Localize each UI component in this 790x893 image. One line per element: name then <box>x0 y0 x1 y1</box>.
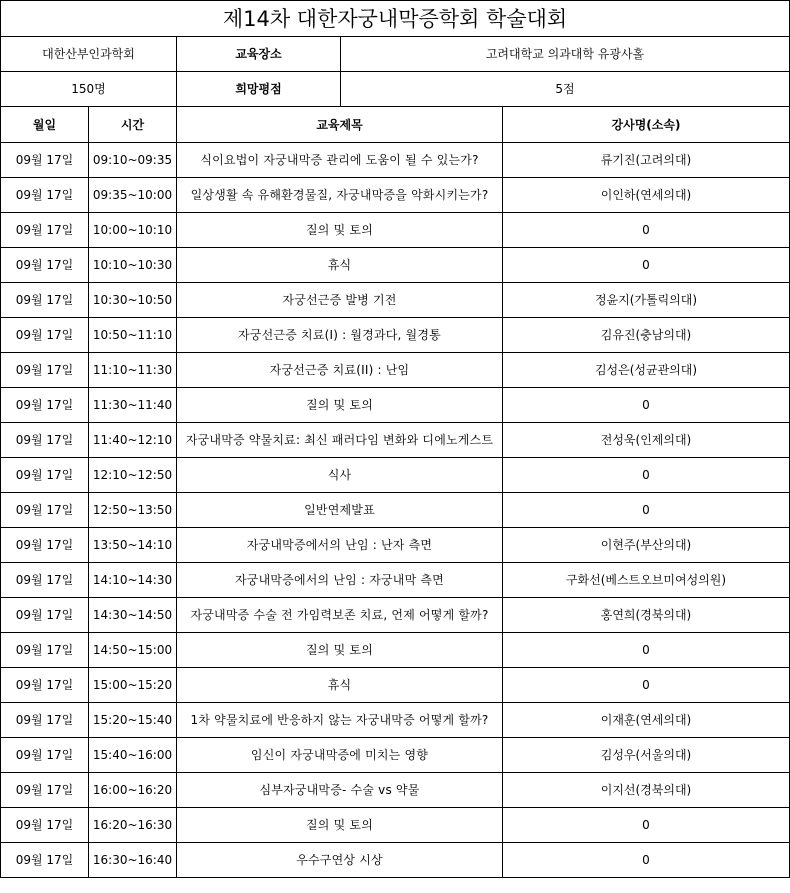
table-row <box>1 213 790 248</box>
row-time: 12:10~12:50 <box>89 458 177 493</box>
row-time: 14:30~14:50 <box>89 598 177 633</box>
row-date: 09월 17일 <box>1 143 89 178</box>
row-date: 09월 17일 <box>1 353 89 388</box>
row-speaker: 홍연희(경북의대) <box>503 598 790 633</box>
row-date: 09월 17일 <box>1 458 89 493</box>
table-row <box>1 388 790 423</box>
row-time: 12:50~13:50 <box>89 493 177 528</box>
table-row <box>1 773 790 808</box>
row-date: 09월 17일 <box>1 668 89 703</box>
row-time: 14:10~14:30 <box>89 563 177 598</box>
row-time: 16:30~16:40 <box>89 843 177 878</box>
row-speaker: 0 <box>503 493 790 528</box>
row-date: 09월 17일 <box>1 773 89 808</box>
table-row <box>1 318 790 353</box>
page-title: 제14차 대한자궁내막증학회 학술대회 <box>1 1 790 37</box>
row-speaker: 0 <box>503 248 790 283</box>
row-date: 09월 17일 <box>1 633 89 668</box>
header-row <box>1 107 790 143</box>
row-time: 09:10~09:35 <box>89 143 177 178</box>
row-speaker: 0 <box>503 668 790 703</box>
row-date: 09월 17일 <box>1 703 89 738</box>
table-row <box>1 738 790 773</box>
row-date: 09월 17일 <box>1 598 89 633</box>
header-date: 월일 <box>1 107 89 143</box>
table-row <box>1 458 790 493</box>
row-date: 09월 17일 <box>1 423 89 458</box>
row-speaker: 0 <box>503 213 790 248</box>
row-time: 10:30~10:50 <box>89 283 177 318</box>
table-row <box>1 843 790 878</box>
organizer: 대한산부인과학회 <box>1 37 177 72</box>
table-row <box>1 143 790 178</box>
row-date: 09월 17일 <box>1 283 89 318</box>
row-subject: 질의 및 토의 <box>177 808 503 843</box>
row-time: 16:00~16:20 <box>89 773 177 808</box>
table-row <box>1 703 790 738</box>
row-date: 09월 17일 <box>1 738 89 773</box>
table-row <box>1 283 790 318</box>
row-time: 11:30~11:40 <box>89 388 177 423</box>
row-subject: 자궁내막증 수술 전 가임력보존 치료, 언제 어떻게 할까? <box>177 598 503 633</box>
row-speaker: 김유진(충남의대) <box>503 318 790 353</box>
row-date: 09월 17일 <box>1 248 89 283</box>
row-time: 10:10~10:30 <box>89 248 177 283</box>
row-date: 09월 17일 <box>1 493 89 528</box>
row-speaker: 김성은(성균관의대) <box>503 353 790 388</box>
row-date: 09월 17일 <box>1 808 89 843</box>
row-subject: 질의 및 토의 <box>177 633 503 668</box>
row-subject: 휴식 <box>177 248 503 283</box>
row-time: 13:50~14:10 <box>89 528 177 563</box>
row-speaker: 이현주(부산의대) <box>503 528 790 563</box>
row-date: 09월 17일 <box>1 388 89 423</box>
row-subject: 우수구연상 시상 <box>177 843 503 878</box>
row-time: 09:35~10:00 <box>89 178 177 213</box>
row-speaker: 류기진(고려의대) <box>503 143 790 178</box>
table-row <box>1 598 790 633</box>
row-time: 11:40~12:10 <box>89 423 177 458</box>
row-subject: 식이요법이 자궁내막증 관리에 도움이 될 수 있는가? <box>177 143 503 178</box>
row-subject: 휴식 <box>177 668 503 703</box>
row-subject: 자궁선근증 발병 기전 <box>177 283 503 318</box>
row-subject: 자궁내막증에서의 난임 : 자궁내막 측면 <box>177 563 503 598</box>
credits-label: 희망평점 <box>177 72 341 107</box>
table-row <box>1 493 790 528</box>
row-date: 09월 17일 <box>1 318 89 353</box>
row-subject: 1차 약물치료에 반응하지 않는 자궁내막증 어떻게 할까? <box>177 703 503 738</box>
row-date: 09월 17일 <box>1 178 89 213</box>
row-time: 15:40~16:00 <box>89 738 177 773</box>
row-speaker: 이지선(경북의대) <box>503 773 790 808</box>
row-speaker: 이인하(연세의대) <box>503 178 790 213</box>
schedule-body <box>1 143 790 878</box>
row-speaker: 구화선(베스트오브미여성의원) <box>503 563 790 598</box>
capacity: 150명 <box>1 72 177 107</box>
row-speaker: 전성욱(인제의대) <box>503 423 790 458</box>
row-speaker: 0 <box>503 843 790 878</box>
info-row-credits <box>1 72 790 107</box>
row-subject: 자궁선근증 치료(I) : 월경과다, 월경통 <box>177 318 503 353</box>
header-speaker: 강사명(소속) <box>503 107 790 143</box>
row-subject: 질의 및 토의 <box>177 388 503 423</box>
row-time: 15:00~15:20 <box>89 668 177 703</box>
table-row <box>1 178 790 213</box>
row-date: 09월 17일 <box>1 528 89 563</box>
row-speaker: 0 <box>503 633 790 668</box>
row-subject: 일반연제발표 <box>177 493 503 528</box>
row-date: 09월 17일 <box>1 563 89 598</box>
row-speaker: 0 <box>503 808 790 843</box>
info-row-venue <box>1 37 790 72</box>
row-subject: 식사 <box>177 458 503 493</box>
table-row <box>1 668 790 703</box>
row-speaker: 정윤지(가톨릭의대) <box>503 283 790 318</box>
header-subject: 교육제목 <box>177 107 503 143</box>
row-speaker: 이재훈(연세의대) <box>503 703 790 738</box>
row-time: 16:20~16:30 <box>89 808 177 843</box>
title-row <box>1 1 790 37</box>
row-time: 15:20~15:40 <box>89 703 177 738</box>
row-subject: 자궁선근증 치료(II) : 난임 <box>177 353 503 388</box>
row-time: 10:00~10:10 <box>89 213 177 248</box>
row-time: 14:50~15:00 <box>89 633 177 668</box>
table-row <box>1 528 790 563</box>
row-subject: 자궁내막증 약물치료: 최신 패러다임 변화와 디에노게스트 <box>177 423 503 458</box>
table-row <box>1 353 790 388</box>
table-row <box>1 563 790 598</box>
credits-value: 5점 <box>341 72 790 107</box>
row-date: 09월 17일 <box>1 843 89 878</box>
row-subject: 심부자궁내막증- 수술 vs 약물 <box>177 773 503 808</box>
row-speaker: 0 <box>503 388 790 423</box>
row-speaker: 김성우(서울의대) <box>503 738 790 773</box>
table-row <box>1 808 790 843</box>
row-subject: 자궁내막증에서의 난임 : 난자 측면 <box>177 528 503 563</box>
row-subject: 임신이 자궁내막증에 미치는 영향 <box>177 738 503 773</box>
table-row <box>1 633 790 668</box>
row-date: 09월 17일 <box>1 213 89 248</box>
row-time: 10:50~11:10 <box>89 318 177 353</box>
header-time: 시간 <box>89 107 177 143</box>
table-row <box>1 248 790 283</box>
row-time: 11:10~11:30 <box>89 353 177 388</box>
row-speaker: 0 <box>503 458 790 493</box>
venue-label: 교육장소 <box>177 37 341 72</box>
row-subject: 질의 및 토의 <box>177 213 503 248</box>
row-subject: 일상생활 속 유해환경물질, 자궁내막증을 악화시키는가? <box>177 178 503 213</box>
venue-value: 고려대학교 의과대학 유광사홀 <box>341 37 790 72</box>
table-row <box>1 423 790 458</box>
